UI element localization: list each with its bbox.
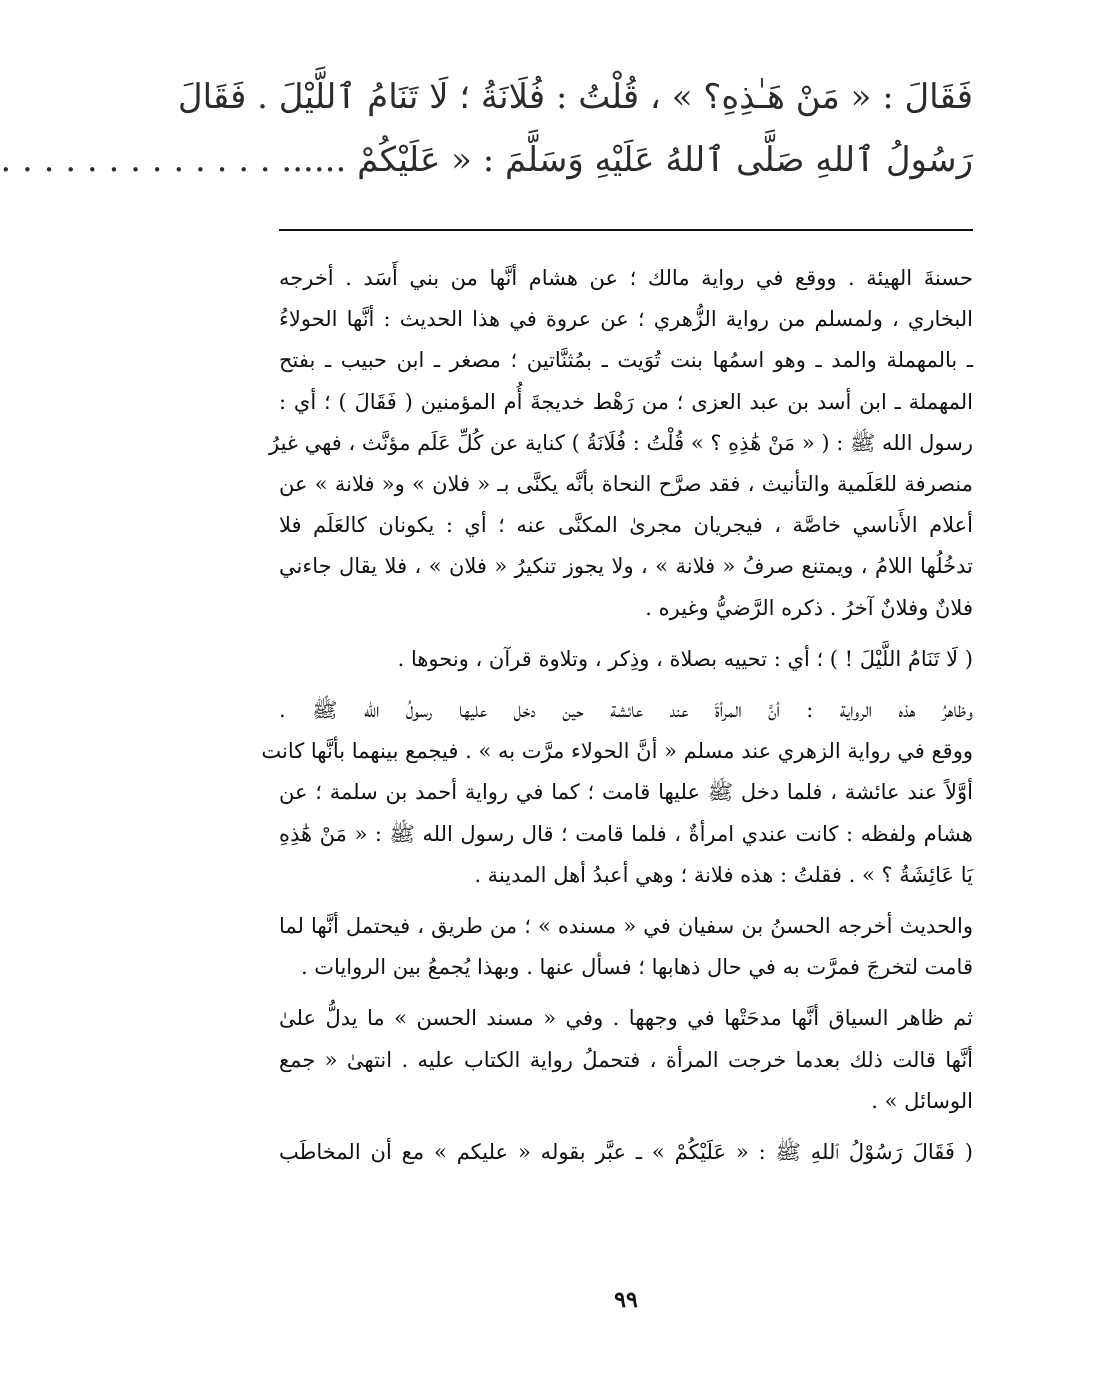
- commentary-line: ـ بالمهملة والمد ـ وهو اسمُها بنت تُوَيت ـ بمُثنَّاتين ؛ مصغر ـ ابن حبيب ـ بفتح: [279, 348, 973, 373]
- commentary-line: ووقع في رواية الزهري عند مسلم « أنَّ الحولاء مرَّت به » . فيجمع بينهما بأنَّها كانت: [261, 739, 973, 764]
- commentary-line: حسنةَ الهيئة . ووقع في رواية مالك ؛ عن هشام أنَّها من بني أَسَد . أخرجه: [279, 266, 973, 290]
- commentary-line: ثم ظاهر السياق أنَّها مدحَتْها في وجهها . وفي « مسند الحسن » ما يدلُّ علىٰ: [279, 1006, 973, 1031]
- commentary-line: والحديث أخرجه الحسنُ بن سفيان في « مسنده » ؛ من طريق ، فيحتمل أنَّها لما: [279, 914, 973, 939]
- commentary-body: [261, 258, 974, 1183]
- hadith-line-text: رَسُولُ ٱللهِ صَلَّى ٱللهُ عَلَيْهِ وَسَلَّمَ : « عَلَيْكُمْ: [346, 140, 973, 180]
- commentary-paragraph: [279, 1132, 973, 1173]
- commentary-line: قامت لتخرجَ فمرَّت به في حال ذهابها ؛ فسأل عنها . وبهذا يُجمعُ بين الروايات .: [300, 955, 973, 980]
- hadith-text: [0, 66, 973, 192]
- page-number: ٩٩: [614, 1287, 638, 1313]
- hadith-line: [0, 129, 973, 192]
- commentary-line: المهملة ـ ابن أسد بن عبد العزى ؛ من رَهْط خديجةَ أُم المؤمنين ( فَقَالَ ) ؛ أي :: [279, 389, 973, 414]
- commentary-line: يَا عَائِشَةُ ؟ » . فقلتُ : هذه فلانة ؛ وهي أعبدُ أهل المدينة .: [474, 862, 973, 887]
- commentary-line: أنَّها قالت ذلك بعدما خرجت المرأة ، فتحملُ رواية الكتاب عليه . انتهىٰ « جمع: [279, 1047, 973, 1072]
- commentary-paragraph: [279, 639, 973, 680]
- commentary-paragraph: [268, 258, 974, 629]
- commentary-line: تدخُلُها اللامُ ، ويمتنع صرفُ « فلانة » ، ولا يجوز تنكيرُ « فلان » ، فلا يقال جاءني: [279, 554, 974, 579]
- commentary-line: أوَّلاً عند عائشة ، فلما دخل ﷺ عليها قامت ؛ كما في رواية أحمد بن سلمة ؛ عن: [279, 780, 973, 805]
- hadith-line: فَقَالَ : « مَنْ هَـٰذِهِ؟ » ، قُلْتُ : فُلَانَةُ ؛ لَا تَنَامُ ٱللَّيْلَ . فَقَالَ: [177, 77, 973, 117]
- commentary-line: رسول الله ﷺ : ( « مَنْ هَٰذِهِ ؟ » قُلْتُ : فُلَانَةُ ) كناية عن كُلِّ عَلَم مؤنَّث ، فهي غيرُ: [268, 430, 973, 455]
- commentary-paragraph: [279, 998, 973, 1122]
- ellipsis-dots: ...... . . . . . . . . . . . . .: [0, 140, 347, 180]
- commentary-line: ( لَا تَنَامُ اللَّيْلَ ! ) ؛ أي : تحييه بصلاة ، وذِكر ، وتلاوة قرآن ، ونحوها .: [397, 646, 973, 671]
- commentary-line: أعلام الأَناسي خاصَّة ، فيجريان مجرىٰ المكنَّى عنه ؛ أي : يكونان كالعَلَم فلا: [279, 513, 973, 538]
- commentary-line: منصرفة للعَلَمية والتأنيث ، فقد صرَّح النحاة بأنَّه يكنَّى بـ « فلان » و« فلانة » عن: [279, 472, 973, 497]
- commentary-paragraph: [261, 690, 973, 896]
- commentary-line: فلانٌ وفلانٌ آخرُ . ذكره الرَّضيُّ وغيره .: [645, 595, 973, 620]
- footnote-separator: [279, 229, 973, 231]
- commentary-line: البخاري ، ولمسلم من رواية الزُّهري ؛ عن عروة في هذا الحديث : أنَّها الحولاءُ: [279, 307, 973, 332]
- commentary-line: هشام ولفظه : كانت عندي امرأةٌ ، فلما قامت ؛ قال رسول الله ﷺ : « مَنْ هَٰذِهِ: [279, 821, 973, 846]
- commentary-paragraph: [279, 906, 973, 988]
- commentary-line: ( فَقَالَ رَسُوْلُ ٱللهِ ﷺ : « عَلَيْكُمْ » ـ عبَّر بقوله « عليكم » مع أن المخاطَب: [279, 1140, 973, 1165]
- commentary-line: الوسائل » .: [871, 1088, 973, 1113]
- commentary-line: وظاهرُ هذه الرواية : أنَّ المرأةَ عند عائشة حين دخل عليها رسولُ الله ﷺ .: [279, 698, 973, 723]
